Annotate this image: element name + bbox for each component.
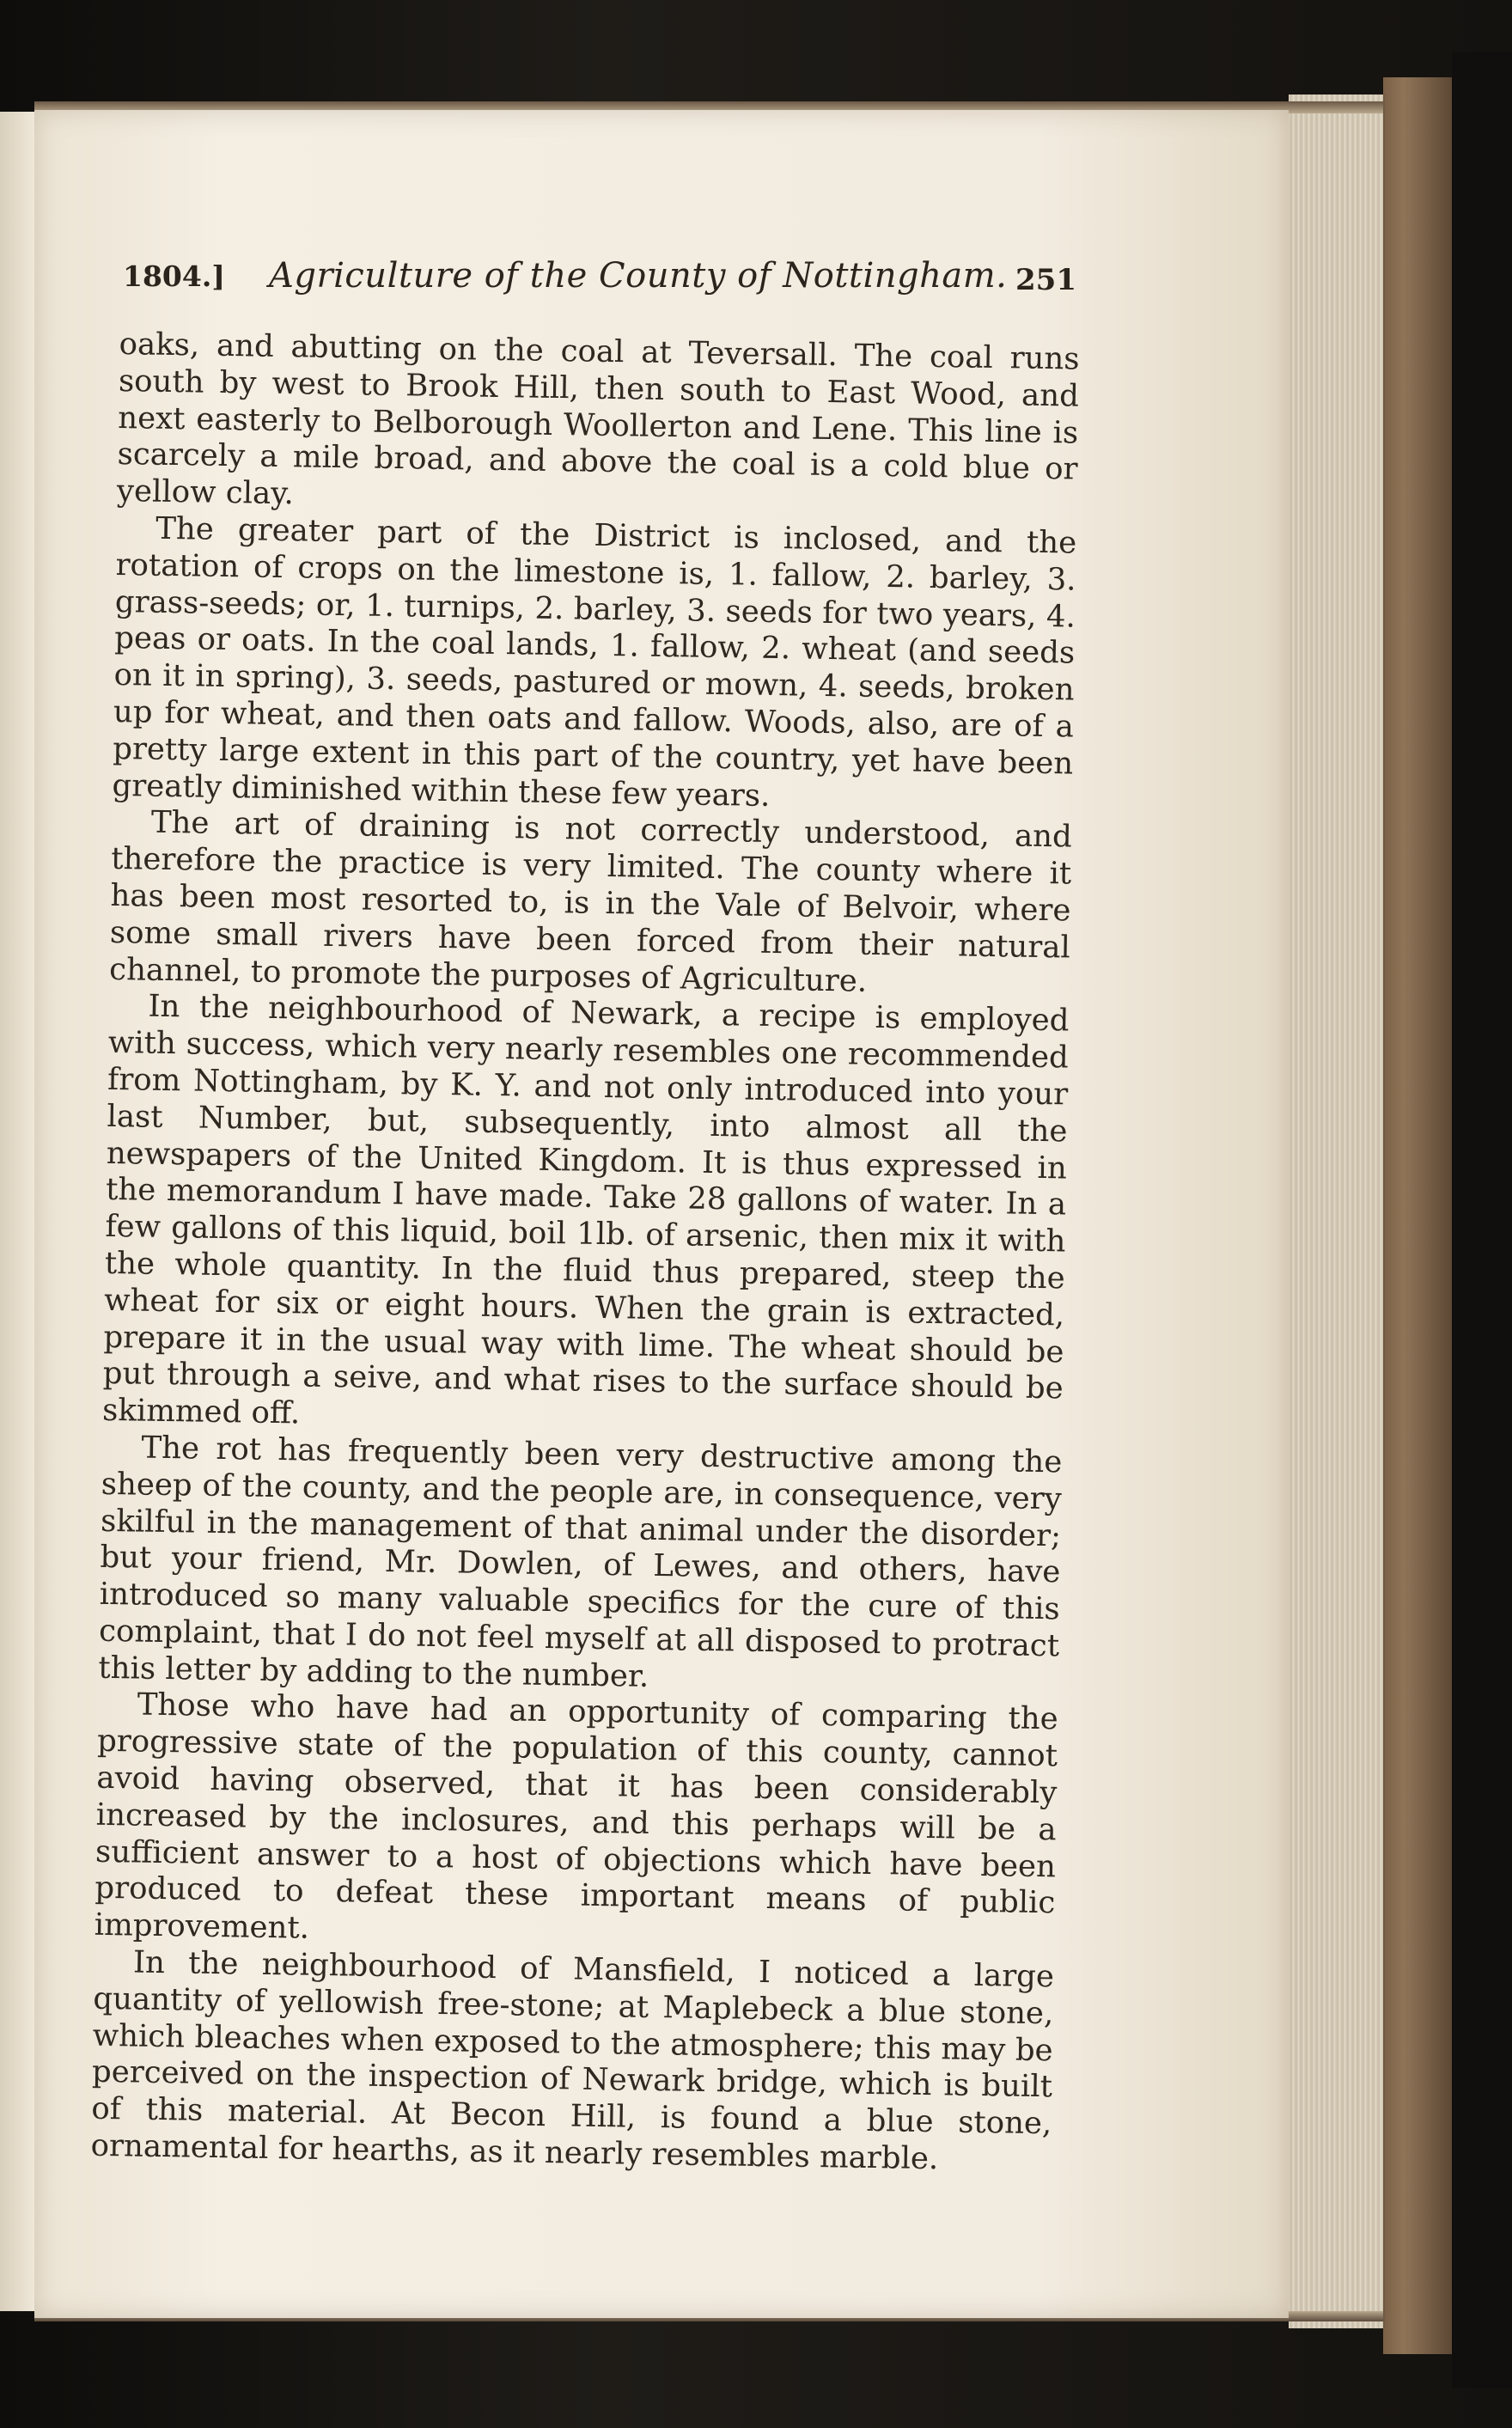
paragraph: The art of draining is not correctly understood, and therefore the practice is very limited. The county where it has been most resorted to, is in the Vale of Belvoir, where some small rivers have been forced from their natural channel, to promote the purposes of Agriculture. (108, 805, 1073, 999)
paragraph: The greater part of the District is inclosed, and the rotation of crops on the limestone is, 1. fallow, 2. barley, 3. grass-seeds; or, 1. turnips, 2. barley, 3. seeds for two years, 4. peas or oats. In the coal lands, 1. fallow, 2. wheat (and seeds on it in spring), 3. seeds, pastured or mown, 4. seeds, broken up for wheat, and then oats and fallow. Woods, also, are of a pretty large extent in this part of the country, yet have been greatly diminished within these few years. (112, 510, 1077, 814)
left-page-edge (0, 112, 34, 2311)
paragraph: In the neighbourhood of Mansfield, I noticed a large quantity of yellowish free-stone; at Maplebeck a blue stone, which bleaches when exposed to the atmosphere; this may be perceived on the inspection of Newark bridge, which is built of this material. At Becon Hill, is found a blue stone, ornamental for hearths, as it nearly resembles marble. (90, 1944, 1055, 2177)
binding-shadow (1452, 52, 1512, 2388)
header-year: 1804.] (123, 259, 225, 293)
header-title: Agriculture of the County of Nottingham. (269, 256, 1008, 296)
page-stack-edge (1289, 95, 1385, 2328)
running-header (123, 251, 1076, 306)
body-text (90, 326, 1079, 2180)
paragraph: Those who have had an opportunity of comparing the progressive state of the population of this county, cannot avoid having observed, that it has been considerably increased by the inclosures, and this perhaps will be a sufficient answer to a host of objections which have been produced to defeat these important means of public improvement. (94, 1687, 1058, 1946)
book-cover-edge (1383, 77, 1452, 2354)
paragraph: In the neighbourhood of Newark, a recipe is employed with success, which very nearly resembles one recommended from Nottingham, by K. Y. and not only introduced into your last Number, but, subsequently, into almost all the newspapers of the United Kingdom. It is thus expressed in the memorandum I have made. Take 28 gallons of water. In a few gallons of this liquid, boil 1lb. of arsenic, then mix it with the whole quantity. In the fluid thus prepared, steep the wheat for six or eight hours. When the grain is extracted, prepare it in the usual way with lime. The wheat should be put through a seive, and what rises to the surface should be skimmed off. (101, 988, 1070, 1431)
page-number: 251 (1015, 263, 1076, 297)
paragraph: oaks, and abutting on the coal at Teversall. The coal runs south by west to Brook Hill, then south to East Wood, and next easterly to Belborough Woollerton and Lene. This line is scarcely a mile broad, and above the coal is a cold blue or yellow clay. (116, 326, 1080, 512)
paragraph: The rot has frequently been very destructive among the sheep of the county, and the people are, in consequence, very skilful in the management of that animal under the disorder; but your friend, Mr. Dowlen, of Lewes, and others, have introduced so many valuable specifics for the cure of this complaint, that I do not feel myself at all disposed to protract this letter by adding to the number. (98, 1430, 1063, 1694)
